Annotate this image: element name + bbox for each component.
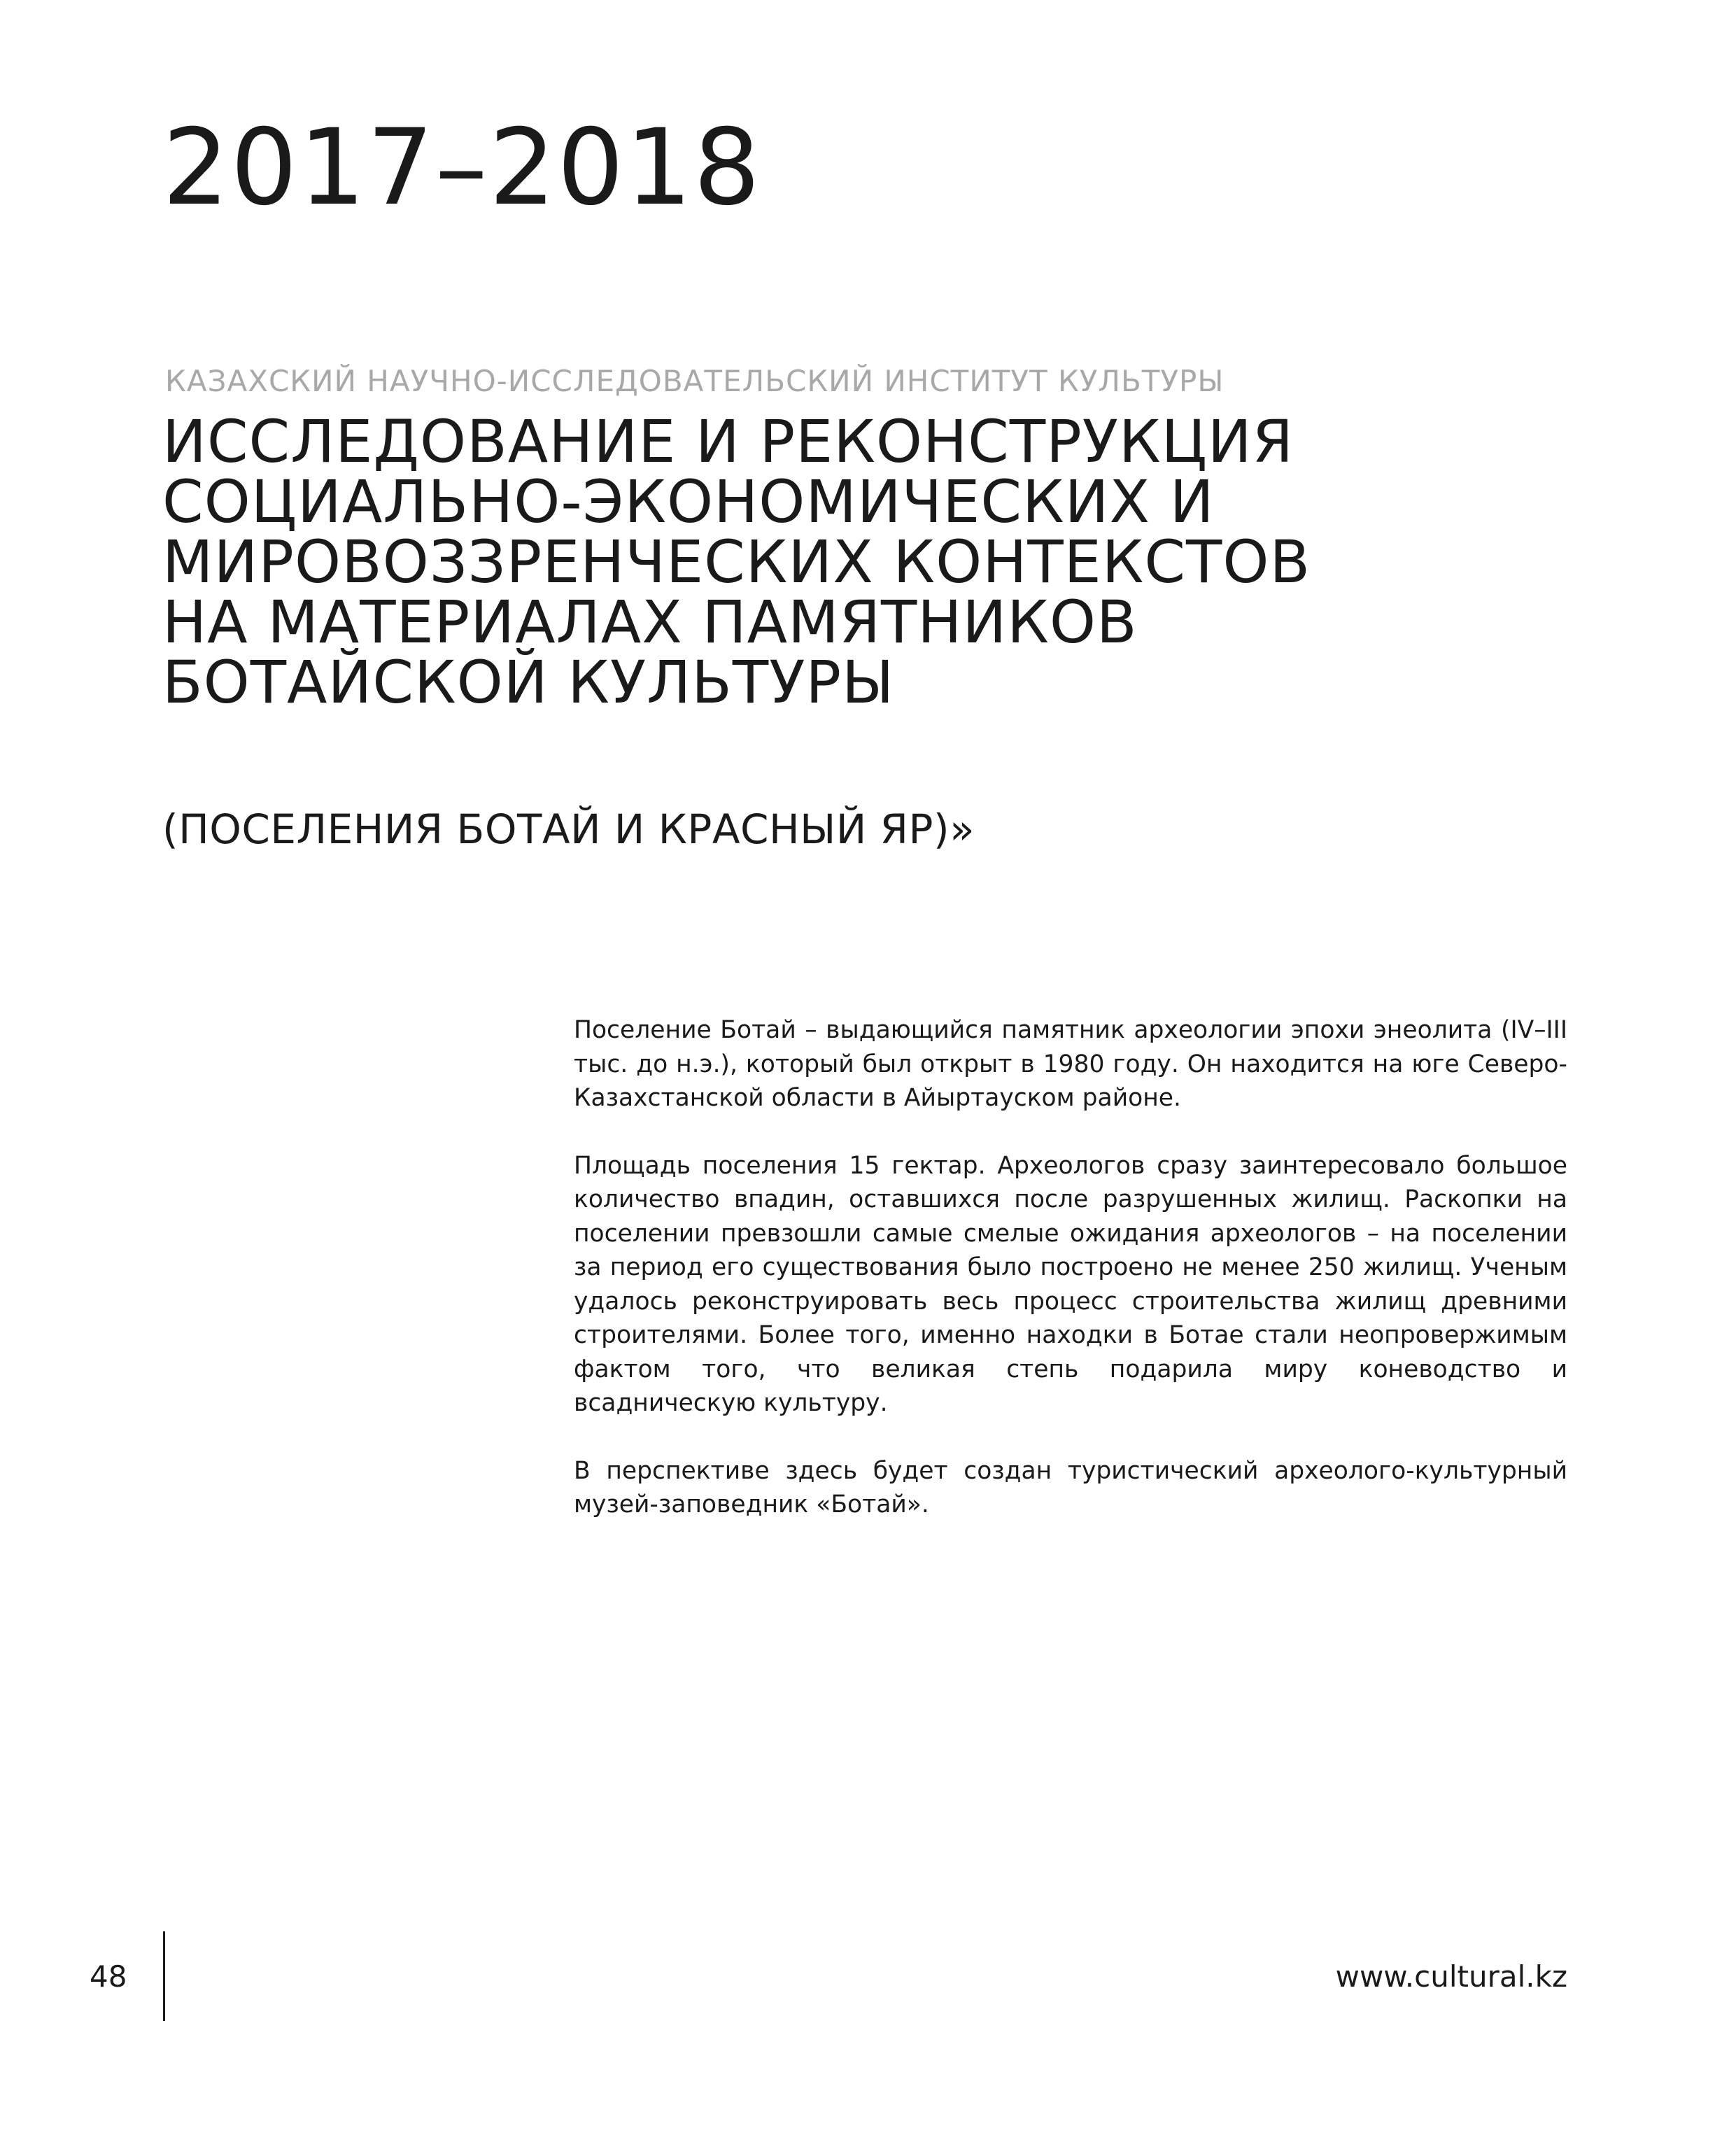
article-title xyxy=(162,407,1311,717)
title-line: БОТАЙСКОЙ КУЛЬТУРЫ xyxy=(162,648,895,717)
footer-divider xyxy=(163,1931,165,2021)
footer-url: www.cultural.kz xyxy=(1335,1959,1567,1994)
body-paragraph: Площадь поселения 15 гектар. Археологов сразу заинтересовало большое количество впадин, оставшихся после разрушенных жилищ. Раскопки на поселении превзошли самые смелые ожидания археологов – на поселении за период его существования было построено не менее 250 жилищ. Ученым удалось реконструировать весь процесс строительства жилищ древними строителями. Более того, именно находки в Ботае стали неопровержимым фактом того, что великая степь подарила миру коневодство и всадническую культуру. xyxy=(574,1151,1567,1417)
institute-name: КАЗАХСКИЙ НАУЧНО-ИССЛЕДОВАТЕЛЬСКИЙ ИНСТИТУТ КУЛЬТУРЫ xyxy=(165,364,1225,398)
title-line: НА МАТЕРИАЛАХ ПАМЯТНИКОВ xyxy=(162,588,1138,656)
page-number: 48 xyxy=(90,1959,127,1994)
body-paragraph: Поселение Ботай – выдающийся памятник археологии эпохи энеолита (IV–III тыс. до н.э.), который был открыт в 1980 году. Он находится на юге Северо-Казахстанской области в Айыртауском районе. xyxy=(574,1016,1567,1112)
title-line: ИССЛЕДОВАНИЕ И РЕКОНСТРУКЦИЯ xyxy=(162,407,1294,476)
title-line: МИРОВОЗЗРЕНЧЕСКИХ КОНТЕКСТОВ xyxy=(162,528,1311,596)
year-heading: 2017–2018 xyxy=(162,107,762,229)
article-subtitle: (ПОСЕЛЕНИЯ БОТАЙ И КРАСНЫЙ ЯР)» xyxy=(162,805,975,853)
title-line: СОЦИАЛЬНО-ЭКОНОМИЧЕСКИХ И xyxy=(162,467,1215,536)
body-paragraph: В перспективе здесь будет создан туристический археолого-культурный музей-заповедник «Ботай». xyxy=(574,1456,1567,1519)
article-body xyxy=(574,1013,1567,1556)
